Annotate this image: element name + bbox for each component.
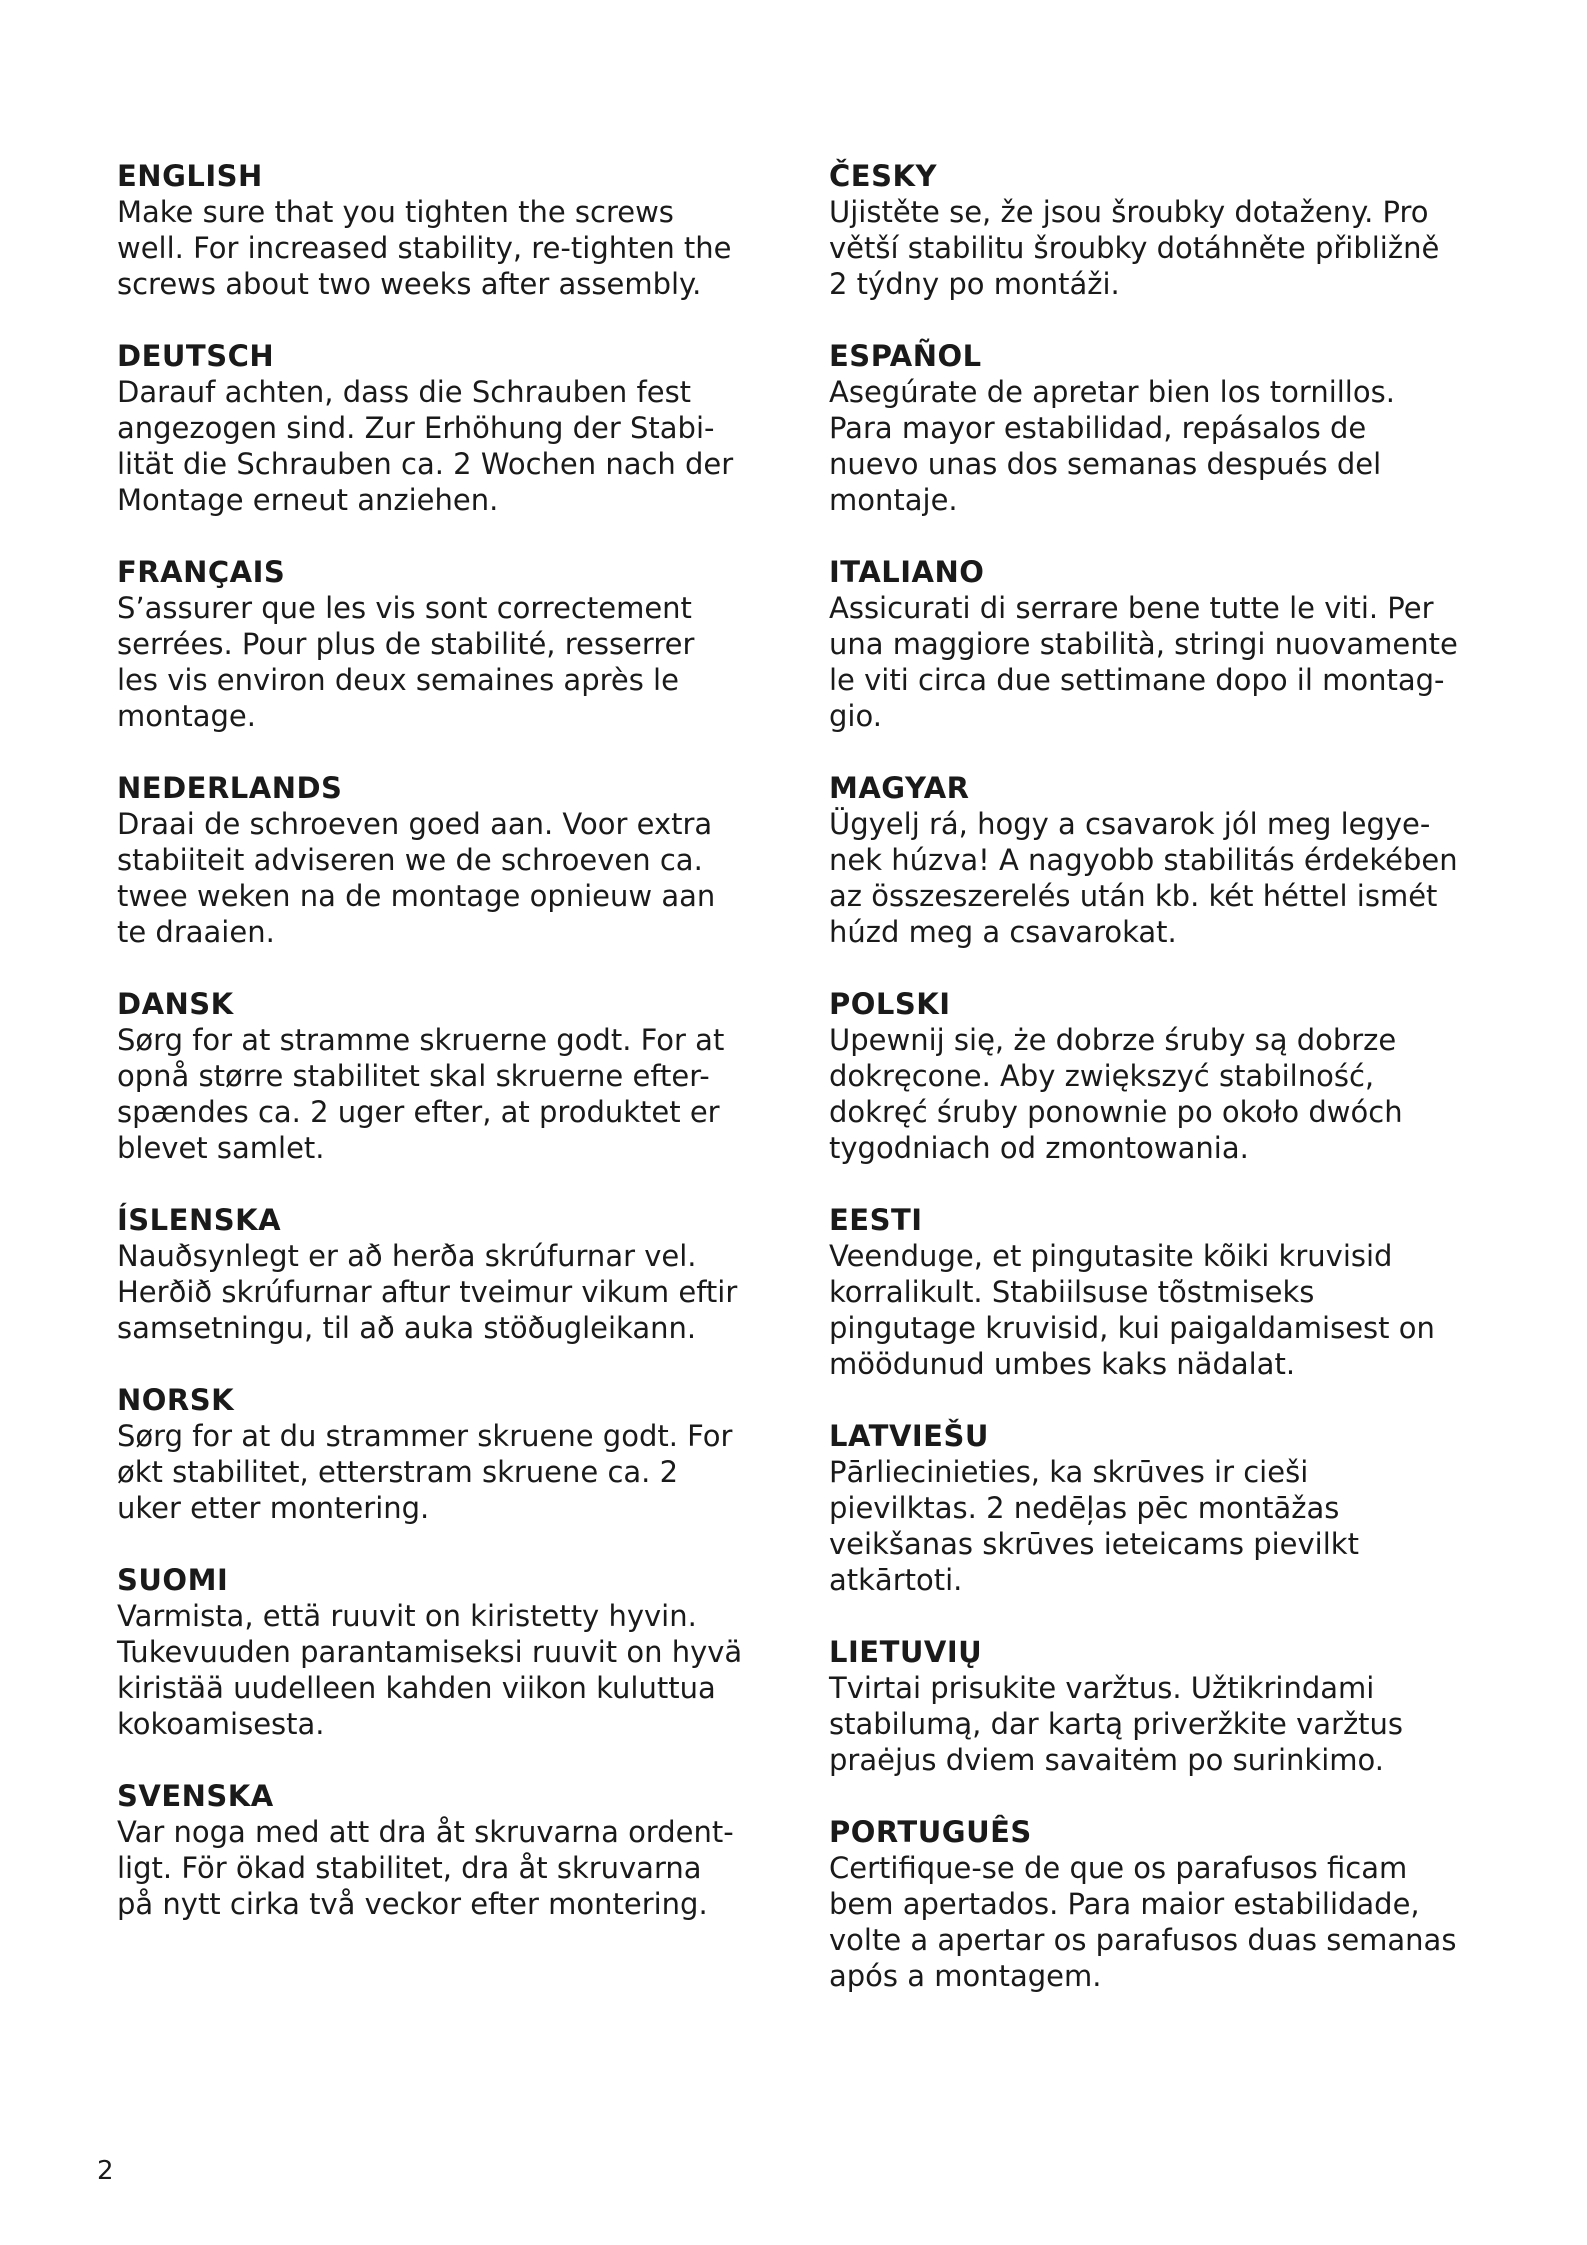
language-heading: SUOMI bbox=[117, 1563, 229, 1597]
language-heading: PORTUGUÊS bbox=[829, 1815, 1032, 1849]
section-islenska bbox=[117, 1202, 807, 1346]
language-heading: FRANÇAIS bbox=[117, 555, 286, 589]
section-lietuviu bbox=[829, 1634, 1519, 1778]
section-latviesu bbox=[829, 1418, 1519, 1598]
left-column bbox=[117, 158, 807, 1958]
page-number: 2 bbox=[97, 2156, 114, 2186]
language-heading: ENGLISH bbox=[117, 159, 263, 193]
language-heading: ČESKY bbox=[829, 159, 937, 193]
instruction-text: Ügyelj rá, hogy a csavarok jól meg legye- nek húzva! A nagyobb stabilitás érdekében az összeszerelés után kb. két héttel ismét húzd meg a csavarokat. bbox=[829, 807, 1458, 949]
section-polski bbox=[829, 986, 1519, 1166]
language-heading: ESPAÑOL bbox=[829, 339, 982, 373]
section-portugues bbox=[829, 1814, 1519, 1994]
instruction-text: Pārliecinieties, ka skrūves ir cieši pievilktas. 2 nedēļas pēc montāžas veikšanas skrūves ieteicams pievilkt atkārtoti. bbox=[829, 1455, 1359, 1597]
section-dansk bbox=[117, 986, 807, 1166]
instruction-text: Certifique-se de que os parafusos ficam bem apertados. Para maior estabilidade, volte a apertar os parafusos duas semanas após a montagem. bbox=[829, 1851, 1457, 1993]
section-eesti bbox=[829, 1202, 1519, 1382]
section-francais bbox=[117, 554, 807, 734]
section-espanol bbox=[829, 338, 1519, 518]
language-heading: SVENSKA bbox=[117, 1779, 274, 1813]
instruction-text: Darauf achten, dass die Schrauben fest angezogen sind. Zur Erhöhung der Stabi- lität die Schrauben ca. 2 Wochen nach der Montage erneut anziehen. bbox=[117, 375, 734, 517]
language-heading: ITALIANO bbox=[829, 555, 985, 589]
instruction-text: Asegúrate de apretar bien los tornillos. Para mayor estabilidad, repásalos de nuevo unas dos semanas después del montaje. bbox=[829, 375, 1395, 517]
language-heading: DEUTSCH bbox=[117, 339, 275, 373]
section-suomi bbox=[117, 1562, 807, 1742]
language-heading: LATVIEŠU bbox=[829, 1419, 989, 1453]
instruction-text: Upewnij się, że dobrze śruby są dobrze dokręcone. Aby zwiększyć stabilność, dokręć śruby ponownie po około dwóch tygodniach od zmontowania. bbox=[829, 1023, 1403, 1165]
language-heading: POLSKI bbox=[829, 987, 951, 1021]
section-italiano bbox=[829, 554, 1519, 734]
language-heading: ÍSLENSKA bbox=[117, 1203, 282, 1237]
language-heading: EESTI bbox=[829, 1203, 923, 1237]
section-cesky bbox=[829, 158, 1519, 302]
instruction-text: Nauðsynlegt er að herða skrúfurnar vel. Herðið skrúfurnar aftur tveimur vikum eftir samsetningu, til að auka stöðugleikann. bbox=[117, 1239, 738, 1345]
language-heading: DANSK bbox=[117, 987, 234, 1021]
instruction-text: Ujistěte se, že jsou šroubky dotaženy. Pro větší stabilitu šroubky dotáhněte přibližně 2 týdny po montáži. bbox=[829, 195, 1440, 301]
instruction-text: Var noga med att dra åt skruvarna ordent- ligt. För ökad stabilitet, dra åt skruvarna på nytt cirka två veckor efter montering. bbox=[117, 1815, 734, 1921]
instruction-text: Tvirtai prisukite varžtus. Užtikrindami stabilumą, dar kartą priveržkite varžtus praėjus dviem savaitėm po surinkimo. bbox=[829, 1671, 1404, 1777]
language-heading: NEDERLANDS bbox=[117, 771, 343, 805]
instruction-text: Sørg for at stramme skruerne godt. For at opnå større stabilitet skal skruerne efter- spændes ca. 2 uger efter, at produktet er blevet samlet. bbox=[117, 1023, 725, 1165]
section-deutsch bbox=[117, 338, 807, 518]
instruction-text: S’assurer que les vis sont correctement serrées. Pour plus de stabilité, resserrer les vis environ deux semaines après le montage. bbox=[117, 591, 695, 733]
section-nederlands bbox=[117, 770, 807, 950]
section-english bbox=[117, 158, 807, 302]
instruction-text: Sørg for at du strammer skruene godt. For økt stabilitet, etterstram skruene ca. 2 uker etter montering. bbox=[117, 1419, 733, 1525]
language-heading: LIETUVIŲ bbox=[829, 1635, 983, 1669]
instruction-text: Veenduge, et pingutasite kõiki kruvisid korralikult. Stabiilsuse tõstmiseks pingutage kruvisid, kui paigaldamisest on möödunud umbes kaks nädalat. bbox=[829, 1239, 1435, 1381]
section-norsk bbox=[117, 1382, 807, 1526]
section-svenska bbox=[117, 1778, 807, 1922]
instruction-text: Draai de schroeven goed aan. Voor extra stabiiteit adviseren we de schroeven ca. twee weken na de montage opnieuw aan te draaien. bbox=[117, 807, 716, 949]
language-heading: NORSK bbox=[117, 1383, 235, 1417]
instruction-text: Varmista, että ruuvit on kiristetty hyvin. Tukevuuden parantamiseksi ruuvit on hyvä kiristää uudelleen kahden viikon kuluttua kokoamisesta. bbox=[117, 1599, 743, 1741]
language-heading: MAGYAR bbox=[829, 771, 970, 805]
right-column bbox=[829, 158, 1519, 2030]
instruction-text: Assicurati di serrare bene tutte le viti. Per una maggiore stabilità, stringi nuovamente le viti circa due settimane dopo il montag- gio. bbox=[829, 591, 1458, 733]
instruction-text: Make sure that you tighten the screws well. For increased stability, re-tighten the screws about two weeks after assembly. bbox=[117, 195, 732, 301]
section-magyar bbox=[829, 770, 1519, 950]
